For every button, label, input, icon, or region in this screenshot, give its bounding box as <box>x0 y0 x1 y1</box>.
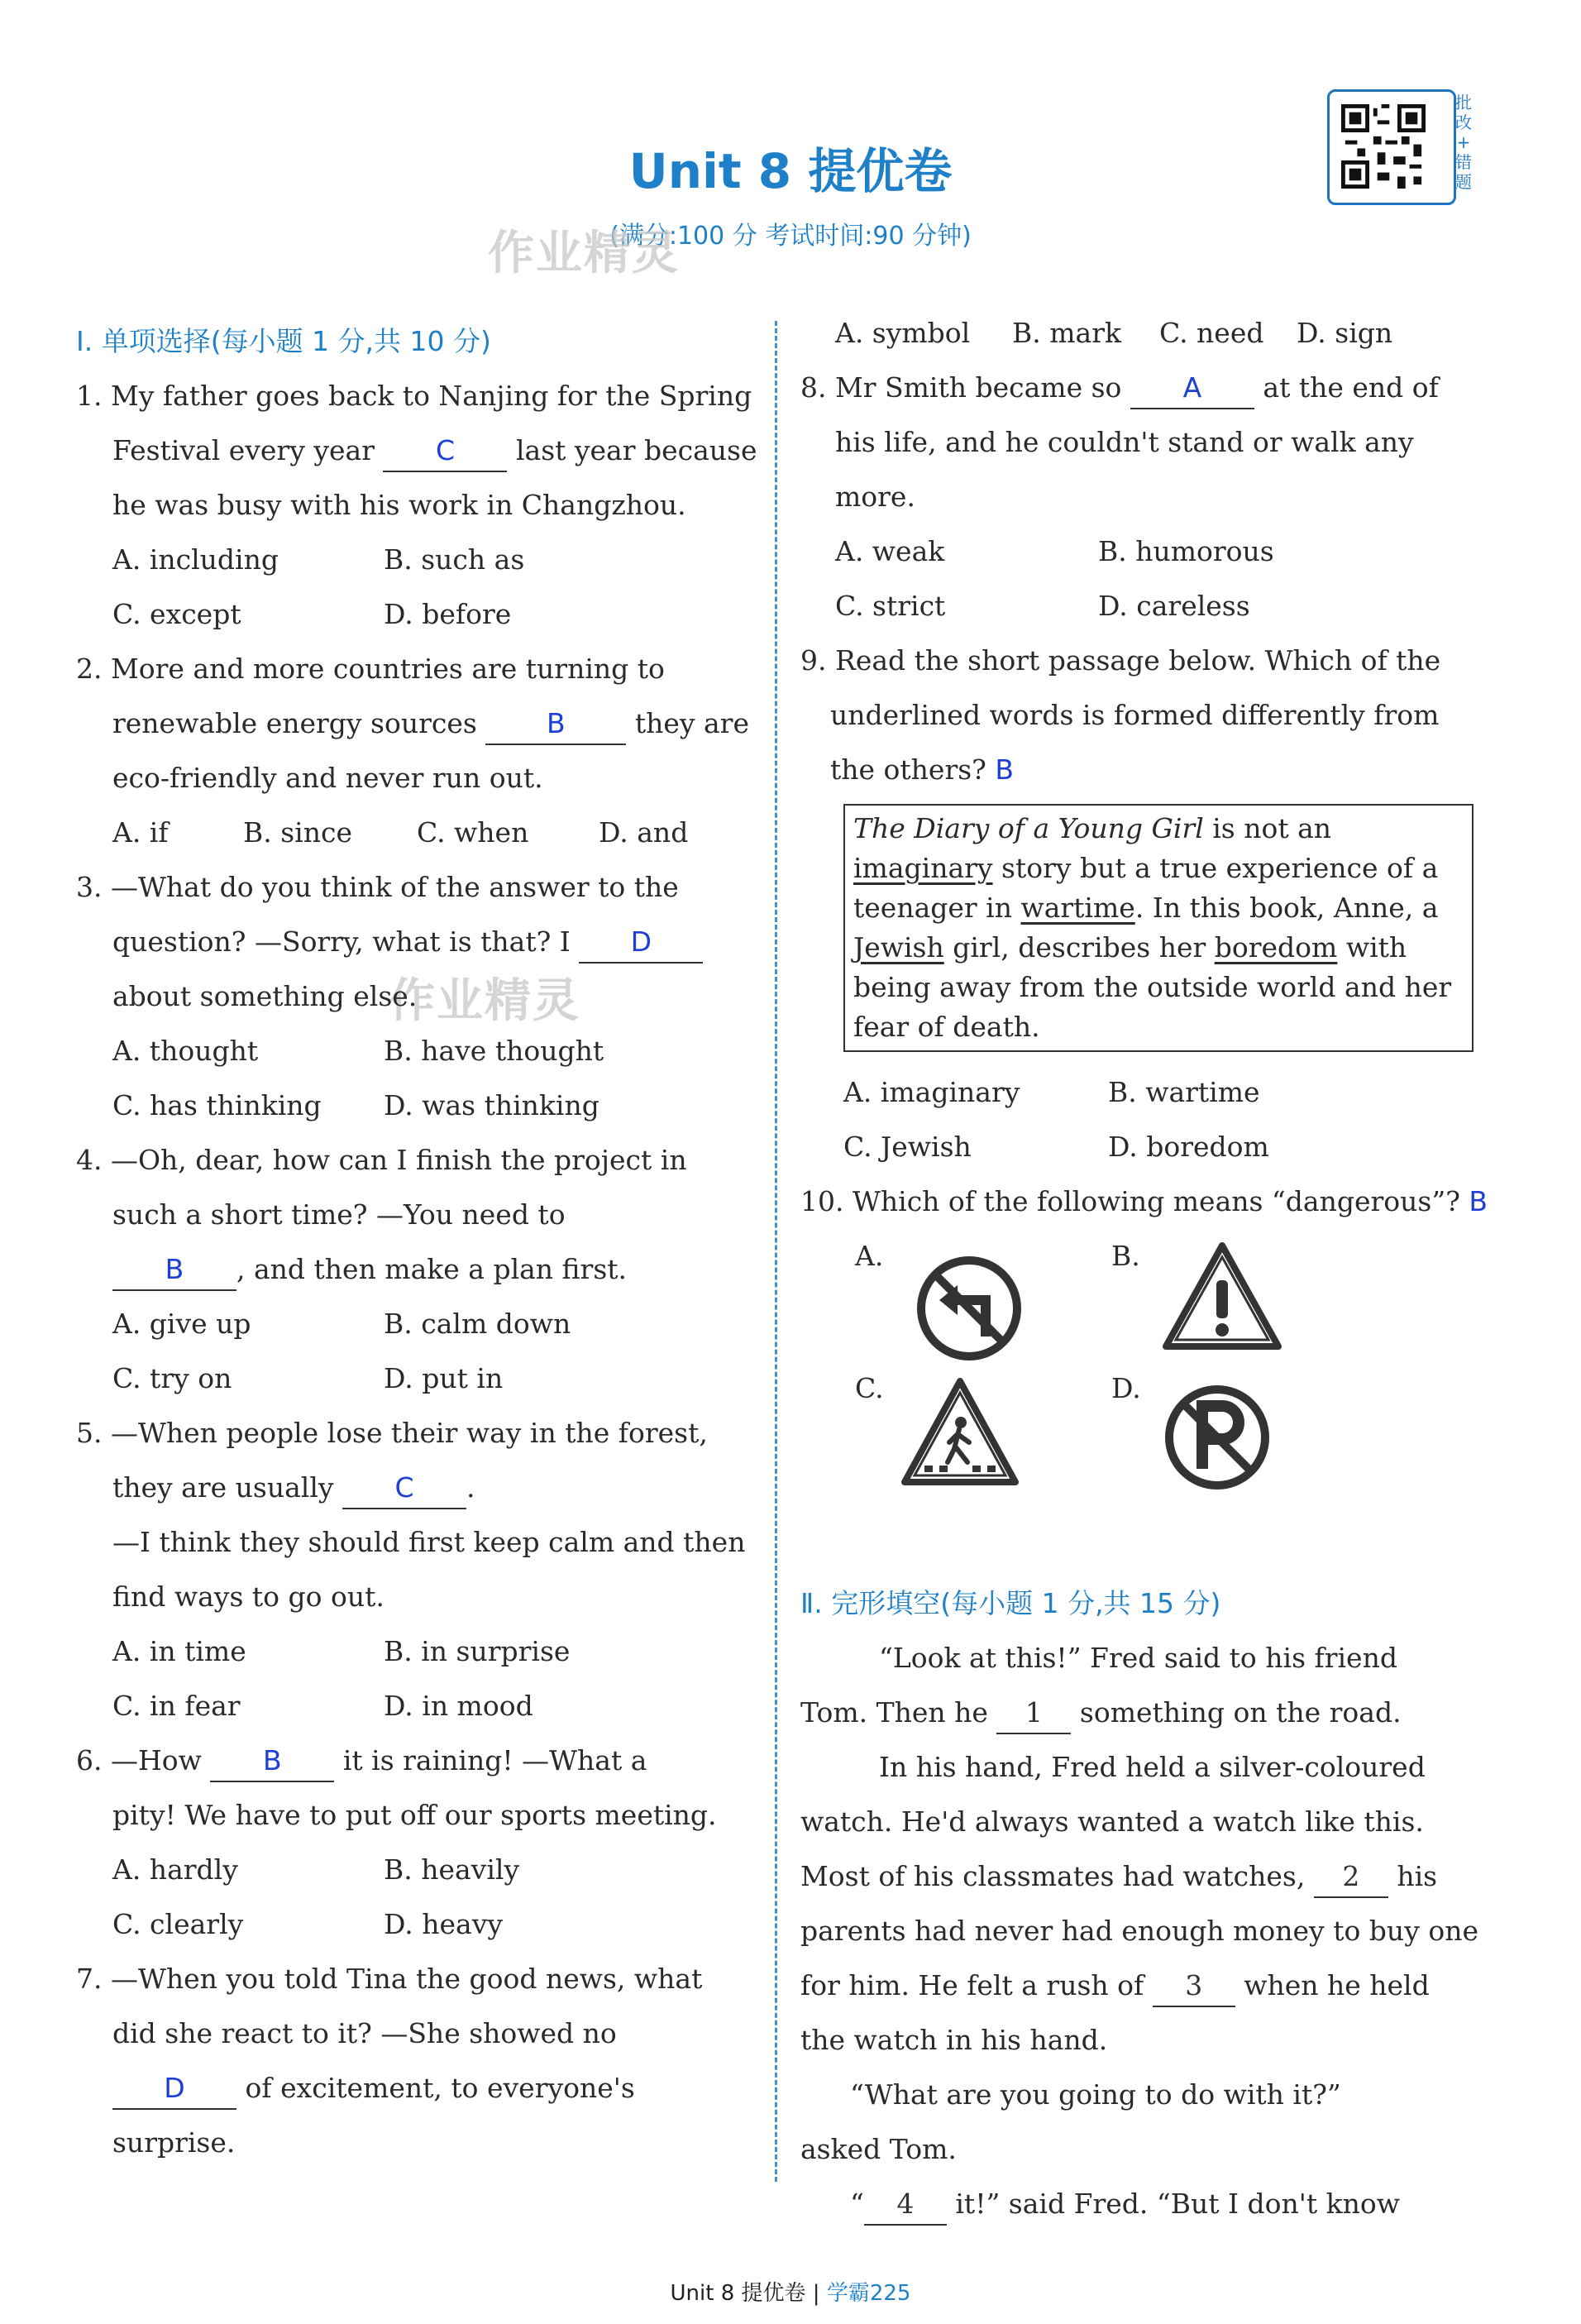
page-number: 225 <box>869 2281 911 2306</box>
underlined-word: boredom <box>1214 931 1338 964</box>
no-parking-sign-icon[interactable] <box>1163 1383 1272 1492</box>
passage-text: watch. He'd always wanted a watch like this. <box>800 1805 1424 1838</box>
underlined-word: wartime <box>1020 892 1135 924</box>
answer-blank[interactable]: B <box>210 1744 334 1782</box>
page-footer: Unit 8 提优卷 | 学霸225 <box>670 2281 911 2306</box>
question-text: 1. My father goes back to Nanjing for the Spring <box>76 380 752 412</box>
question-text: 9. Read the short passage below. Which of the <box>800 644 1441 677</box>
question-text: eco-friendly and never run out. <box>112 762 543 794</box>
question-text: 8. Mr Smith became so A at the end of <box>800 361 1487 415</box>
underlined-word: Jewish <box>853 931 944 964</box>
question-text: surprise. <box>112 2126 236 2159</box>
option-row: C. try on D. put in <box>112 1362 504 1394</box>
no-left-turn-sign-icon[interactable] <box>915 1254 1024 1363</box>
section-heading: Ⅰ. 单项选择(每小题 1 分,共 10 分) <box>76 325 491 357</box>
option-row: A. if B. since C. when D. and <box>112 816 689 849</box>
question-text: D of excitement, to everyone's <box>76 2061 761 2116</box>
option-row: C. except D. before <box>112 598 512 630</box>
cloze-blank[interactable]: 1 <box>996 1696 1071 1734</box>
question-text: 7. —When you told Tina the good news, what <box>76 1963 703 1995</box>
answer-blank[interactable]: C <box>342 1471 466 1509</box>
option-row: C. clearly D. heavy <box>112 1908 504 1940</box>
passage-text: Tom. Then he 1 something on the road. <box>800 1686 1487 1740</box>
page-subtitle: (满分:100 分 考试时间:90 分钟) <box>609 222 972 251</box>
section-heading: Ⅱ. 完形填空(每小题 1 分,共 15 分) <box>800 1587 1221 1619</box>
page-title: Unit 8 提优卷 <box>628 143 953 199</box>
option-row: C. Jewish D. boredom <box>843 1131 1269 1163</box>
passage-text: the watch in his hand. <box>800 2024 1108 2056</box>
passage-text: parents had never had enough money to buy one <box>800 1915 1478 1947</box>
question-text: they are usually C . <box>76 1461 761 1515</box>
qr-side-label: 批 改 + 错 题 <box>1455 93 1472 192</box>
cloze-blank[interactable]: 2 <box>1314 1860 1388 1898</box>
answer-blank[interactable]: A <box>1130 371 1254 409</box>
sign-options: A. B. C. D. <box>800 1229 1487 1576</box>
answer-blank[interactable]: D <box>579 925 703 964</box>
option-row: A. including B. such as <box>112 543 525 576</box>
watermark: 作业精灵 <box>488 227 680 280</box>
question-text: question? —Sorry, what is that? I D <box>76 915 761 969</box>
passage-text: “Look at this!” Fred said to his friend <box>879 1642 1397 1674</box>
option-row: A. symbol B. mark C. need D. sign <box>835 317 1393 349</box>
passage-text: asked Tom. <box>800 2133 957 2165</box>
left-column <box>76 314 761 2170</box>
passage-text: “ 4 it!” said Fred. “But I don't know <box>800 2177 1487 2231</box>
question-text: 3. —What do you think of the answer to the <box>76 871 679 903</box>
question-text: such a short time? —You need to <box>112 1198 566 1231</box>
question-text: his life, and he couldn't stand or walk any <box>835 426 1414 458</box>
option-row: C. in fear D. in mood <box>112 1690 533 1722</box>
column-divider <box>775 321 777 2182</box>
question-text: he was busy with his work in Changzhou. <box>112 489 686 521</box>
option-row: A. thought B. have thought <box>112 1035 604 1067</box>
option-row: C. strict D. careless <box>835 590 1250 622</box>
answer-mark: B <box>1469 1185 1488 1217</box>
passage-text: Most of his classmates had watches, 2 his <box>800 1849 1487 1904</box>
question-text: 2. More and more countries are turning to <box>76 653 665 685</box>
pedestrian-crossing-sign-icon[interactable] <box>900 1376 1020 1489</box>
question-text: renewable energy sources B they are <box>76 696 761 751</box>
answer-blank[interactable]: B <box>112 1253 236 1291</box>
answer-blank[interactable]: B <box>485 707 626 745</box>
underlined-word: imaginary <box>853 852 993 884</box>
question-text: about something else. <box>112 980 418 1012</box>
brand-label: 学霸 <box>826 2281 870 2306</box>
option-row: A. give up B. calm down <box>112 1308 571 1340</box>
cloze-blank[interactable]: 4 <box>864 2188 947 2226</box>
question-text: find ways to go out. <box>112 1580 385 1613</box>
question-text: 5. —When people lose their way in the forest, <box>76 1417 708 1449</box>
watermark: 作业精灵 <box>389 974 580 1028</box>
question-text: underlined words is formed differently from <box>830 699 1440 731</box>
question-text: 4. —Oh, dear, how can I finish the project in <box>76 1144 687 1176</box>
question-text: more. <box>835 481 915 513</box>
question-text: Festival every year C last year because <box>76 423 761 478</box>
option-row: C. has thinking D. was thinking <box>112 1089 599 1121</box>
question-text: did she react to it? —She showed no <box>112 2017 617 2049</box>
question-text: 10. Which of the following means “dangerous”? B <box>800 1185 1488 1217</box>
answer-blank[interactable]: C <box>383 434 507 472</box>
right-column <box>800 306 1487 2231</box>
option-row: A. imaginary B. wartime <box>843 1076 1260 1108</box>
passage-text: “What are you going to do with it?” <box>850 2078 1341 2111</box>
question-text: pity! We have to put off our sports meeting. <box>112 1799 717 1831</box>
question-text: B , and then make a plan first. <box>76 1242 761 1297</box>
passage-box: The Diary of a Young Girl is not an imaginary story but a true experience of a teenager in wartime. In this book, Anne, a Jewish girl, describes her boredom with being away from the outside world and her fear of death. <box>843 804 1474 1052</box>
option-row: A. hardly B. heavily <box>112 1853 520 1886</box>
question-text: 6. —How B it is raining! —What a <box>76 1733 761 1788</box>
option-row: A. in time B. in surprise <box>112 1635 571 1667</box>
passage-text: In his hand, Fred held a silver-coloured <box>879 1751 1426 1783</box>
answer-blank[interactable]: D <box>112 2072 236 2110</box>
option-row: A. weak B. humorous <box>835 535 1274 567</box>
answer-mark: B <box>995 753 1014 786</box>
passage-text: for him. He felt a rush of 3 when he held <box>800 1958 1487 2013</box>
cloze-blank[interactable]: 3 <box>1153 1969 1235 2007</box>
question-text: —I think they should first keep calm and then <box>112 1526 746 1558</box>
question-text: the others? B <box>830 753 1014 786</box>
warning-exclamation-sign-icon[interactable] <box>1161 1241 1283 1351</box>
